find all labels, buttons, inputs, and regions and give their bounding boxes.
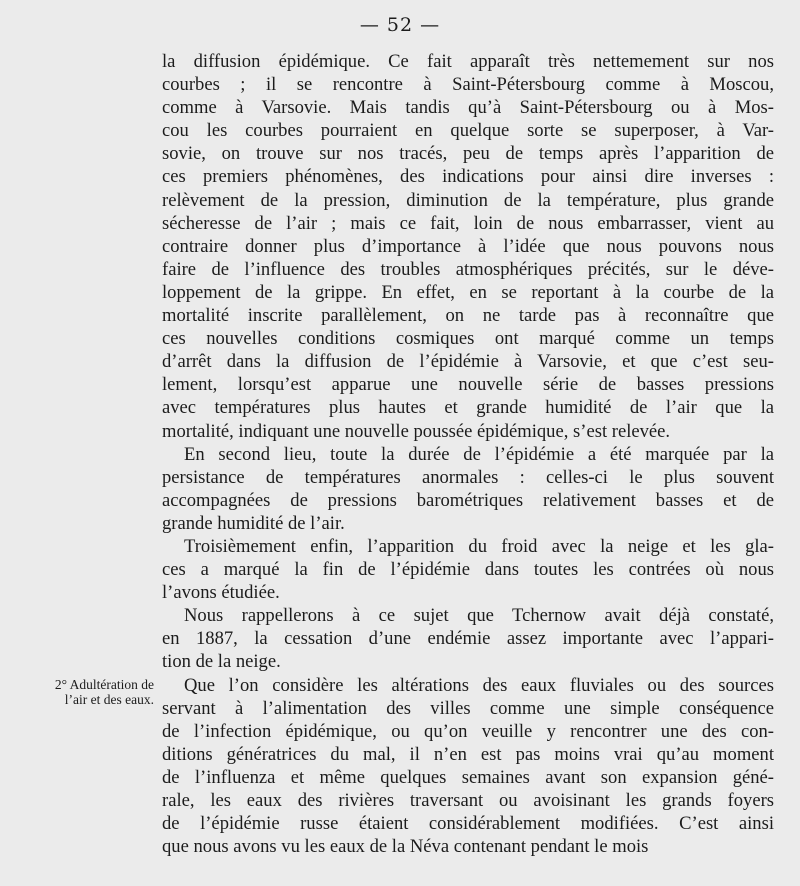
text-line: mortalité inscrite parallèlement, on ne tarde pas à reconnaître que: [162, 305, 774, 327]
text-line: En second lieu, toute la durée de l’épidémie a été marquée par la: [184, 443, 774, 465]
text-line: contraire donner plus d’importance à l’idée que nous pouvons nous: [162, 235, 774, 257]
text-line: comme à Varsovie. Mais tandis qu’à Saint-Pétersbourg ou à Mos-: [162, 97, 774, 119]
text-line: l’avons étudiée.: [162, 582, 280, 604]
text-line: accompagnées de pressions barométriques relativement basses et de: [162, 489, 774, 511]
margin-note: [10, 677, 154, 707]
text-line: Nous rappellerons à ce sujet que Tchernow avait déjà constaté,: [184, 605, 774, 627]
paragraph: [162, 604, 774, 673]
paragraph: [162, 674, 774, 859]
text-line: mortalité, indiquant une nouvelle poussée épidémique, s’est relevée.: [162, 420, 671, 442]
text-line: loppement de la grippe. En effet, en se reportant à la courbe de la: [162, 281, 774, 303]
text-line: ces nouvelles conditions cosmiques ont marqué comme un temps: [162, 328, 774, 350]
text-line: grande humidité de l’air.: [162, 512, 345, 534]
text-line: de l’influenza et même quelques semaines avant son expansion géné-: [162, 766, 774, 788]
text-line: sécheresse de l’air ; mais ce fait, loin de nous embarrasser, vient au: [162, 212, 774, 234]
text-line: que nous avons vu les eaux de la Néva contenant pendant le mois: [162, 836, 649, 858]
text-line: persistance de températures anormales : celles-ci le plus souvent: [162, 466, 774, 488]
text-line: Que l’on considère les altérations des eaux fluviales ou des sources: [184, 674, 774, 696]
text-line: la diffusion épidémique. Ce fait apparaît très nettemement sur nos: [162, 51, 774, 72]
text-line: lement, lorsqu’est apparue une nouvelle série de basses pressions: [162, 374, 774, 396]
text-line: avec températures plus hautes et grande humidité de l’air que la: [162, 397, 774, 419]
paragraph: [162, 535, 774, 604]
text-line: ces premiers phénomènes, des indications pour ainsi dire inverses :: [162, 166, 774, 188]
text-line: ditions génératrices du mal, il n’en est pas moins vrai qu’au moment: [162, 743, 774, 765]
paragraph: [162, 443, 774, 535]
text-line: sovie, on trouve sur nos tracés, peu de temps après l’apparition de: [162, 143, 774, 165]
text-line: courbes ; il se rencontre à Saint-Pétersbourg comme à Moscou,: [162, 74, 774, 96]
margin-note-line: l’air et des eaux.: [64, 692, 154, 707]
text-line: tion de la neige.: [162, 651, 281, 673]
text-line: de l’infection épidémique, ou qu’on veuille y rencontrer une des con-: [162, 720, 774, 742]
page-number: — 52 —: [359, 14, 441, 36]
text-line: d’arrêt dans la diffusion de l’épidémie à Varsovie, et que c’est seu-: [162, 351, 774, 373]
text-line: rale, les eaux des rivières traversant ou avoisinant les grands foyers: [162, 790, 774, 811]
text-line: servant à l’alimentation des villes comme une simple conséquence: [162, 697, 774, 719]
text-line: Troisièmement enfin, l’apparition du froid avec la neige et les gla-: [184, 535, 774, 557]
text-line: de l’épidémie russe étaient considérablement modifiées. C’est ainsi: [162, 813, 774, 835]
body-text: [162, 50, 774, 858]
margin-note-line: 2° Adultération de: [54, 677, 154, 692]
text-line: relèvement de la pression, diminution de la température, plus grande: [162, 189, 774, 211]
text-line: faire de l’influence des troubles atmosphériques précités, sur le déve-: [162, 258, 774, 280]
text-line: cou les courbes pourraient en quelque sorte se superposer, à Var-: [162, 120, 774, 142]
paragraph: [162, 50, 774, 443]
text-line: en 1887, la cessation d’une endémie assez importante avec l’appari-: [162, 628, 774, 650]
text-line: ces a marqué la fin de l’épidémie dans toutes les contrées où nous: [162, 559, 774, 581]
